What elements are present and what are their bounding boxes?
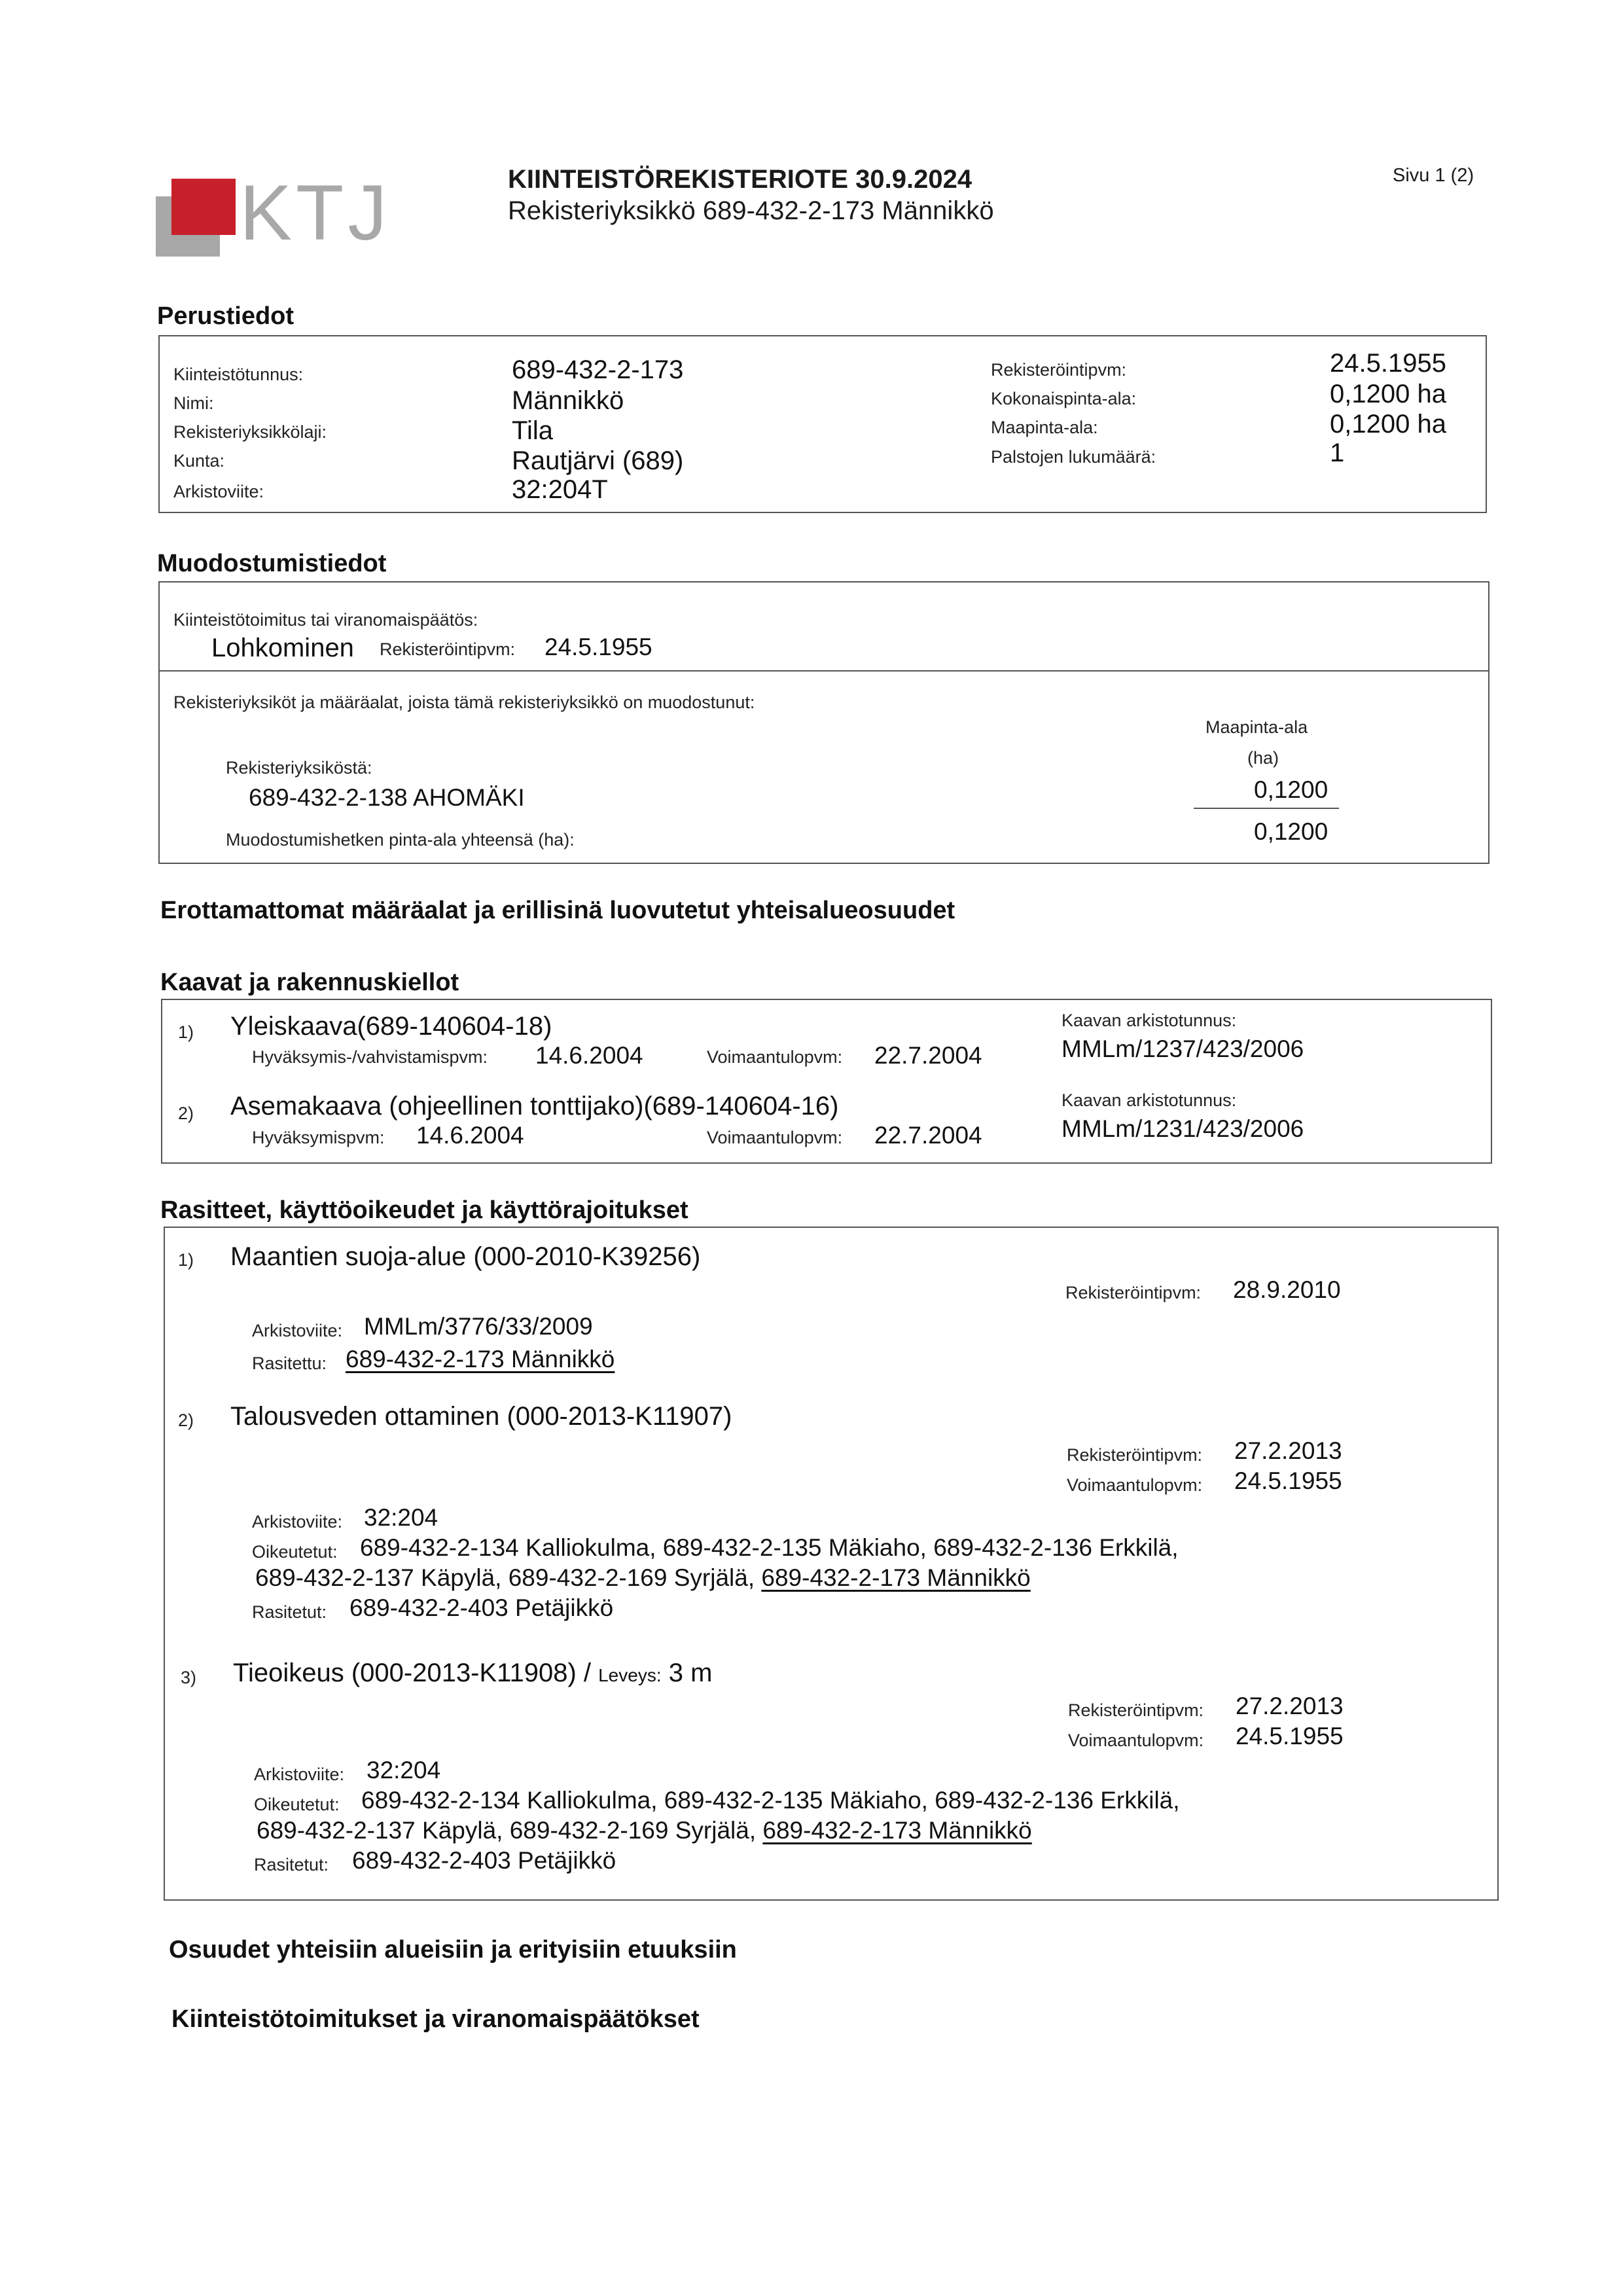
- field-label: Kiinteistötunnus:: [173, 365, 304, 384]
- kaava-date-value: 14.6.2004: [535, 1042, 643, 1069]
- field-value: 0,1200 ha: [1330, 410, 1446, 439]
- burden-value: 689-432-2-403 Petäjikkö: [349, 1594, 614, 1621]
- archive-label: Arkistoviite:: [252, 1512, 343, 1532]
- kaava-effect-label: Voimaantulopvm:: [707, 1128, 843, 1147]
- toimitukset-heading: Kiinteistötoimitukset ja viranomaispäätökset: [171, 2005, 700, 2033]
- item-number: 2): [178, 1103, 194, 1123]
- rights-part: 689-432-2-137 Käpylä, 689-432-2-169 Syrjälä,: [257, 1817, 763, 1844]
- effect-label: Voimaantulopvm:: [1068, 1731, 1204, 1750]
- page-number: Sivu 1 (2): [1393, 165, 1474, 186]
- reg-value: 27.2.2013: [1234, 1437, 1342, 1464]
- kaava-archive-label: Kaavan arkistotunnus:: [1061, 1011, 1237, 1030]
- kaava-name: Yleiskaava(689-140604-18): [230, 1012, 552, 1041]
- rasite-name: Maantien suoja-alue (000-2010-K39256): [230, 1242, 701, 1271]
- kaavat-heading: Kaavat ja rakennuskiellot: [160, 969, 459, 996]
- item-number: 2): [178, 1410, 194, 1430]
- rasite-name: Tieoikeus (000-2013-K11908) /: [233, 1659, 599, 1687]
- archive-value: 32:204: [366, 1757, 441, 1784]
- toimitus-value: Lohkominen: [211, 634, 354, 662]
- field-value: 0,1200 ha: [1330, 380, 1446, 408]
- field-value: 24.5.1955: [1330, 349, 1446, 378]
- rights-part: 689-432-2-137 Käpylä, 689-432-2-169 Syrjälä,: [255, 1564, 762, 1591]
- field-label: Kunta:: [173, 451, 225, 471]
- document-title: KIINTEISTÖREKISTERIOTE 30.9.2024: [508, 165, 972, 194]
- effect-label: Voimaantulopvm:: [1067, 1475, 1203, 1495]
- field-label: Rekisteriyksikkölaji:: [173, 422, 327, 442]
- rights-link: 689-432-2-173 Männikkö: [762, 1817, 1032, 1844]
- burden-label: Rasitetut:: [254, 1855, 329, 1874]
- from-value: 689-432-2-138 AHOMÄKI: [249, 784, 525, 811]
- burden-value: 689-432-2-403 Petäjikkö: [352, 1847, 616, 1874]
- from-intro: Rekisteriyksiköt ja määräalat, joista tämä rekisteriyksikkö on muodostunut:: [173, 692, 755, 712]
- archive-value: 32:204: [364, 1504, 438, 1531]
- archive-label: Arkistoviite:: [252, 1321, 343, 1340]
- effect-value: 24.5.1955: [1236, 1723, 1344, 1749]
- field-value: 689-432-2-173: [512, 355, 684, 384]
- burden-value: 689-432-2-173 Männikkö: [346, 1346, 615, 1372]
- field-label: Kokonaispinta-ala:: [991, 389, 1137, 408]
- kaava-archive-label: Kaavan arkistotunnus:: [1061, 1090, 1237, 1110]
- width-label: Leveys:: [598, 1665, 662, 1685]
- perustiedot-heading: Perustiedot: [157, 302, 294, 330]
- kaava-name: Asemakaava (ohjeellinen tonttijako)(689-140604-16): [230, 1092, 839, 1121]
- field-value: 32:204T: [512, 475, 608, 504]
- reg-label: Rekisteröintipvm:: [1068, 1700, 1204, 1720]
- burden-label: Rasitettu:: [252, 1354, 327, 1373]
- from-label: Rekisteriyksiköstä:: [226, 758, 372, 778]
- field-label: Rekisteröintipvm:: [991, 360, 1127, 380]
- field-value: 1: [1330, 439, 1345, 467]
- total-value: 0,1200: [1254, 818, 1329, 845]
- rights-label: Oikeutetut:: [254, 1795, 340, 1814]
- rights-line: 689-432-2-134 Kalliokulma, 689-432-2-135 Mäkiaho, 689-432-2-136 Erkkilä,: [360, 1534, 1179, 1561]
- rasite-name: Talousveden ottaminen (000-2013-K11907): [230, 1402, 732, 1431]
- toimitus-reg-label: Rekisteröintipvm:: [380, 639, 516, 659]
- rights-link: 689-432-2-173 Männikkö: [761, 1564, 1031, 1591]
- burden-label: Rasitetut:: [252, 1602, 327, 1622]
- rasite-name-line: [233, 1659, 712, 1688]
- field-label: Nimi:: [173, 393, 214, 413]
- logo-red-block: [171, 179, 236, 235]
- reg-value: 27.2.2013: [1236, 1693, 1344, 1719]
- rights-line: [257, 1817, 1032, 1844]
- kaava-effect-value: 22.7.2004: [874, 1042, 982, 1069]
- logo-text: KTJ: [240, 169, 391, 257]
- kaava-archive-value: MMLm/1231/423/2006: [1061, 1115, 1304, 1142]
- rights-line: 689-432-2-134 Kalliokulma, 689-432-2-135 Mäkiaho, 689-432-2-136 Erkkilä,: [361, 1787, 1180, 1814]
- kaava-date-label: Hyväksymispvm:: [252, 1128, 385, 1147]
- reg-label: Rekisteröintipvm:: [1065, 1283, 1202, 1302]
- osuudet-heading: Osuudet yhteisiin alueisiin ja erityisiin etuuksiin: [169, 1936, 737, 1964]
- total-label: Muodostumishetken pinta-ala yhteensä (ha):: [226, 830, 575, 850]
- field-value: Tila: [512, 416, 553, 445]
- ktj-logo: [156, 167, 391, 262]
- muodostumis-divider: [158, 670, 1489, 672]
- width-value: 3 m: [668, 1659, 713, 1687]
- field-label: Palstojen lukumäärä:: [991, 447, 1156, 467]
- archive-value: MMLm/3776/33/2009: [364, 1313, 593, 1340]
- from-area: 0,1200: [1254, 776, 1329, 803]
- field-value: Männikkö: [512, 386, 624, 415]
- document-subtitle: Rekisteriyksikkö 689-432-2-173 Männikkö: [508, 196, 994, 225]
- erottamattomat-heading: Erottamattomat määräalat ja erillisinä luovutetut yhteisalueosuudet: [160, 897, 955, 924]
- kaava-date-label: Hyväksymis-/vahvistamispvm:: [252, 1047, 488, 1067]
- area-sum-line: [1194, 808, 1339, 809]
- effect-value: 24.5.1955: [1234, 1467, 1342, 1494]
- field-value: Rautjärvi (689): [512, 446, 684, 475]
- item-number: 1): [178, 1022, 194, 1042]
- reg-value: 28.9.2010: [1233, 1276, 1341, 1303]
- rasitteet-heading: Rasitteet, käyttöoikeudet ja käyttörajoitukset: [160, 1196, 688, 1224]
- kaava-date-value: 14.6.2004: [416, 1122, 524, 1149]
- toimitus-label: Kiinteistötoimitus tai viranomaispäätös:: [173, 610, 478, 630]
- reg-label: Rekisteröintipvm:: [1067, 1445, 1203, 1465]
- kaava-effect-value: 22.7.2004: [874, 1122, 982, 1149]
- archive-label: Arkistoviite:: [254, 1765, 345, 1784]
- area-column-header: Maapinta-ala: [1205, 717, 1308, 737]
- rights-line: [255, 1564, 1031, 1592]
- rights-label: Oikeutetut:: [252, 1542, 338, 1562]
- field-label: Arkistoviite:: [173, 482, 264, 501]
- field-label: Maapinta-ala:: [991, 418, 1098, 437]
- toimitus-reg-value: 24.5.1955: [544, 634, 652, 660]
- kaava-effect-label: Voimaantulopvm:: [707, 1047, 843, 1067]
- area-column-unit: (ha): [1247, 748, 1279, 768]
- item-number: 3): [181, 1668, 197, 1687]
- muodostumis-heading: Muodostumistiedot: [157, 550, 387, 577]
- perustiedot-box: [158, 335, 1487, 513]
- item-number: 1): [178, 1250, 194, 1270]
- kaava-archive-value: MMLm/1237/423/2006: [1061, 1035, 1304, 1062]
